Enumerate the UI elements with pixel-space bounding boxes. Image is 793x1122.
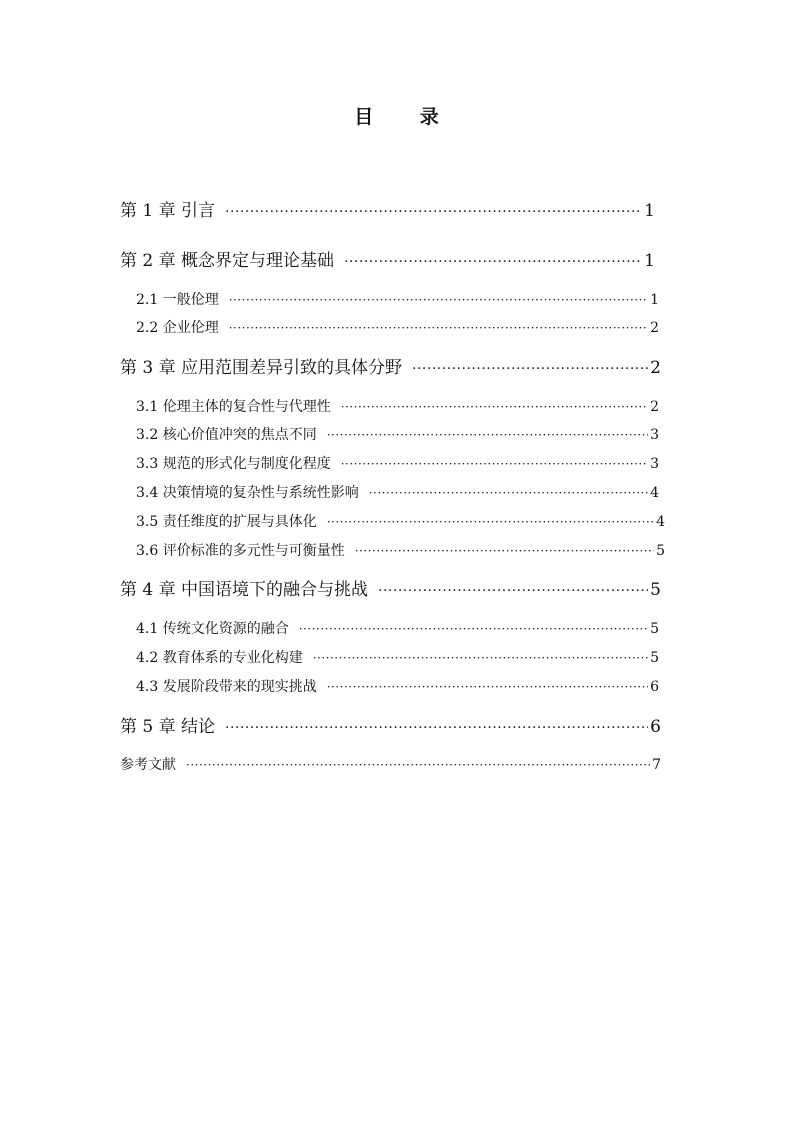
toc-entry-label: 4.3 发展阶段带来的现实挑战 [136, 679, 317, 695]
toc-entry-page: 3 [650, 427, 659, 443]
toc-entry-section-2-2[interactable] [136, 317, 659, 339]
dot-leader [344, 248, 642, 276]
toc-entry-section-2-1[interactable] [136, 289, 659, 311]
toc-entry-references[interactable] [120, 754, 661, 776]
dot-leader [341, 453, 648, 475]
dot-leader [229, 317, 648, 339]
toc-entry-page: 6 [650, 679, 659, 695]
toc-entry-label: 第 4 章 中国语境下的融合与挑战 [120, 580, 369, 600]
toc-entry-section-3-1[interactable] [136, 396, 659, 418]
toc-entry-page: 5 [650, 650, 659, 666]
toc-entry-section-3-4[interactable] [136, 482, 659, 504]
toc-entry-page: 5 [656, 543, 665, 559]
toc-entry-label: 3.5 责任维度的扩展与具体化 [136, 514, 317, 530]
toc-entry-label: 4.2 教育体系的专业化构建 [136, 650, 303, 666]
toc-entry-label: 参考文献 [120, 757, 176, 773]
toc-entry-page: 4 [650, 485, 659, 501]
toc-entry-section-4-2[interactable] [136, 647, 659, 669]
toc-title: 目 录 [354, 106, 459, 128]
dot-leader [299, 618, 648, 640]
toc-entry-page: 2 [650, 399, 659, 415]
toc-entry-label: 第 5 章 结论 [120, 717, 216, 737]
toc-entry-section-3-5[interactable] [136, 511, 665, 533]
toc-entry-label: 3.2 核心价值冲突的焦点不同 [136, 427, 317, 443]
toc-entry-page: 2 [650, 358, 661, 378]
toc-entry-chapter-1[interactable] [120, 197, 655, 225]
toc-entry-label: 3.3 规范的形式化与制度化程度 [136, 456, 331, 472]
dot-leader [327, 424, 648, 446]
toc-entry-label: 第 1 章 引言 [120, 201, 216, 221]
toc-entry-label: 3.4 决策情境的复杂性与系统性影响 [136, 485, 359, 501]
toc-entry-chapter-3[interactable] [120, 354, 661, 382]
dot-leader [412, 355, 648, 383]
toc-entry-page: 5 [650, 580, 661, 600]
dot-leader [341, 396, 648, 418]
toc-entry-section-3-3[interactable] [136, 453, 659, 475]
dot-leader [327, 676, 648, 698]
toc-entry-page: 3 [650, 456, 659, 472]
toc-entry-section-4-3[interactable] [136, 676, 659, 698]
dot-leader [186, 754, 650, 776]
toc-entry-page: 1 [644, 201, 655, 221]
toc-entry-page: 1 [644, 251, 655, 271]
toc-entry-page: 6 [650, 717, 661, 737]
dot-leader [225, 198, 642, 226]
toc-entry-chapter-4[interactable] [120, 576, 661, 604]
toc-entry-page: 7 [652, 757, 661, 773]
dot-leader [229, 289, 648, 311]
toc-entry-label: 2.2 企业伦理 [136, 320, 219, 336]
dot-leader [378, 577, 648, 605]
toc-entry-page: 4 [656, 514, 665, 530]
toc-entry-section-4-1[interactable] [136, 618, 659, 640]
toc-entry-section-3-2[interactable] [136, 424, 659, 446]
dot-leader [313, 647, 648, 669]
dot-leader [355, 540, 654, 562]
dot-leader [327, 511, 654, 533]
dot-leader [369, 482, 648, 504]
dot-leader [225, 714, 648, 742]
toc-entry-label: 第 3 章 应用范围差异引致的具体分野 [120, 358, 403, 378]
toc-entry-page: 1 [650, 292, 659, 308]
toc-entry-label: 第 2 章 概念界定与理论基础 [120, 251, 335, 271]
toc-entry-page: 5 [650, 621, 659, 637]
toc-entry-chapter-5[interactable] [120, 713, 661, 741]
toc-entry-label: 3.1 伦理主体的复合性与代理性 [136, 399, 331, 415]
toc-entry-label: 3.6 评价标准的多元性与可衡量性 [136, 543, 345, 559]
toc-entry-label: 4.1 传统文化资源的融合 [136, 621, 289, 637]
toc-entry-chapter-2[interactable] [120, 247, 655, 275]
toc-entry-label: 2.1 一般伦理 [136, 292, 219, 308]
toc-entry-page: 2 [650, 320, 659, 336]
toc-entry-section-3-6[interactable] [136, 540, 665, 562]
